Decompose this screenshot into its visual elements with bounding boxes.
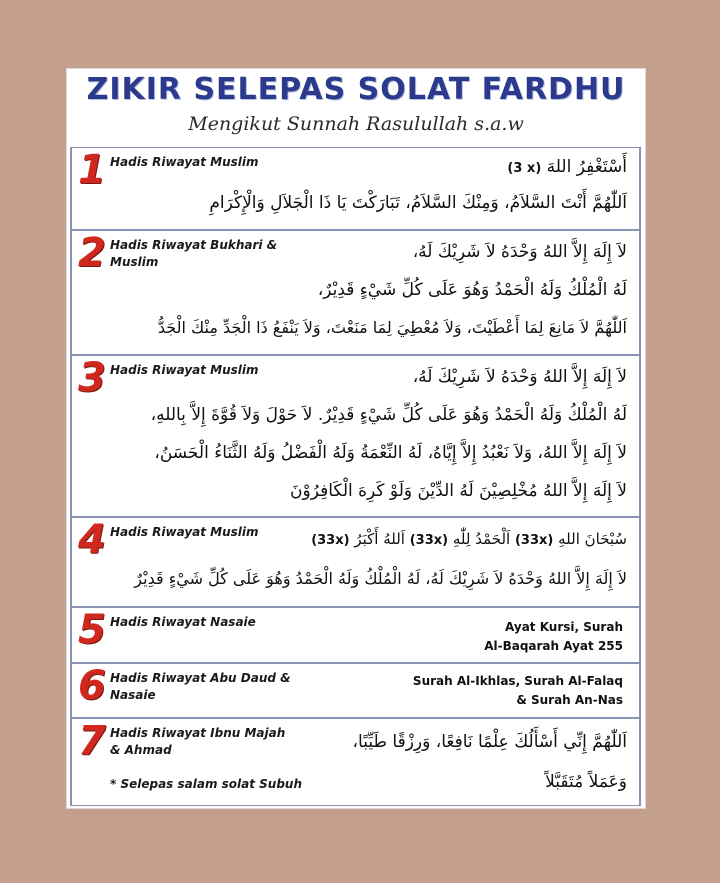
repeat-count: (33x) [311,533,350,548]
page-subtitle: Mengikut Sunnah Rasulullah s.a.w [188,113,524,135]
tasbih-line: سُبْحَانَ اللهِ (33x) اَلْحَمْدُ لِلّٰهِ (33x) اَللهُ أَكْبَرُ (33x) [311,530,627,548]
hadith-source: Hadis Riwayat Muslim [110,525,259,539]
row-number: 2 [78,230,106,276]
zikir-row-2 [70,230,641,355]
arabic-line: لَهُ الْمُلْكُ وَلَهُ الْحَمْدُ وَهُوَ عَلَى كُلِّ شَيْءٍ قَدِيْرٌ، [317,280,627,300]
hadith-source: Hadis Riwayat Muslim [110,155,259,169]
hadith-source: Hadis Riwayat Ibnu Majah & Ahmad [110,726,286,757]
row-number: 6 [78,663,106,709]
arabic-line: اَللّٰهُمَّ أَنْتَ السَّلاَمُ، وَمِنْكَ السَّلاَمُ، تَبَارَكْتَ يَا ذَا الْجَلاَلِ وَالْإِكْرَامِ [209,193,627,213]
zikir-row-1 [70,147,641,230]
surah-text: Ayat Kursi, Surah Al-Baqarah Ayat 255 [484,620,623,653]
zikir-list [70,147,641,806]
zikir-row-7 [70,718,641,806]
zikir-row-4 [70,517,641,607]
surah-text: Surah Al-Ikhlas, Surah Al-Falaq & Surah An-Nas [412,674,623,707]
arabic-line: اَللّٰهُمَّ إِنِّي أَسْأَلُكَ عِلْمًا نَافِعًا، وَرِزْقًا طَيِّبًا، [352,732,627,752]
repeat-count: (33x) [514,533,554,548]
arabic-line: وَعَمَلاً مُتَقَبَّلاً [545,772,627,792]
arabic-line: لاَ إِلَهَ إِلاَّ اللهُ، وَلاَ نَعْبُدُ إِلاَّ إِيَّاهُ، لَهُ النِّعْمَةُ وَلَهُ الْفَضْلُ وَلَهُ الثَّنَاءُ الْحَسَنُ، [154,443,627,463]
row-number: 1 [78,147,106,193]
zikir-card [66,68,646,809]
zikir-row-6 [70,663,641,718]
arabic-line: لاَ إِلَهَ إِلاَّ اللهُ مُخْلِصِيْنَ لَهُ الدِّيْنَ وَلَوْ كَرِهَ الْكَافِرُوْنَ [290,481,627,501]
subuh-note: * Selepas salam solat Subuh [110,777,302,791]
zikir-row-5 [70,607,641,663]
arabic-line: اَللّٰهُمَّ لاَ مَانِعَ لِمَا أَعْطَيْتَ، وَلاَ مُعْطِيَ لِمَا مَنَعْتَ، وَلاَ يَنْفَعُ ذَا الْجَدِّ مِنْكَ الْجَدُّ [157,318,627,337]
arabic-line: لاَ إِلَهَ إِلاَّ اللهُ وَحْدَهُ لاَ شَرِيْكَ لَهُ، لَهُ الْمُلْكُ وَلَهُ الْحَمْدُ وَهُوَ عَلَى كُلِّ شَيْءٍ قَدِيْرٌ [134,569,627,588]
repeat-count: (33x) [409,533,449,548]
row-number: 4 [78,517,106,563]
arabic-line: لاَ إِلَهَ إِلاَّ اللهُ وَحْدَهُ لاَ شَرِيْكَ لَهُ، [412,367,627,387]
hadith-source: Hadis Riwayat Nasaie [110,615,256,629]
hadith-source: Hadis Riwayat Muslim [110,363,259,377]
page-title: ZIKIR SELEPAS SOLAT FARDHU [86,72,626,107]
row-number: 7 [78,718,106,764]
hadith-source: Hadis Riwayat Abu Daud & Nasaie [110,671,291,702]
repeat-count: (3 x) [507,161,542,176]
row-number: 3 [78,355,106,401]
arabic-line: لاَ إِلَهَ إِلاَّ اللهُ وَحْدَهُ لاَ شَرِيْكَ لَهُ، [412,242,627,262]
arabic-line: أَسْتَغْفِرُ اللهَ (3 x) [507,157,627,177]
zikir-row-3 [70,355,641,517]
row-number: 5 [78,607,106,653]
arabic-line: لَهُ الْمُلْكُ وَلَهُ الْحَمْدُ وَهُوَ عَلَى كُلِّ شَيْءٍ قَدِيْرٌ. لاَ حَوْلَ وَلاَ قُوَّةَ إِلاَّ بِاللهِ، [150,405,627,425]
hadith-source: Hadis Riwayat Bukhari & Muslim [110,238,278,269]
